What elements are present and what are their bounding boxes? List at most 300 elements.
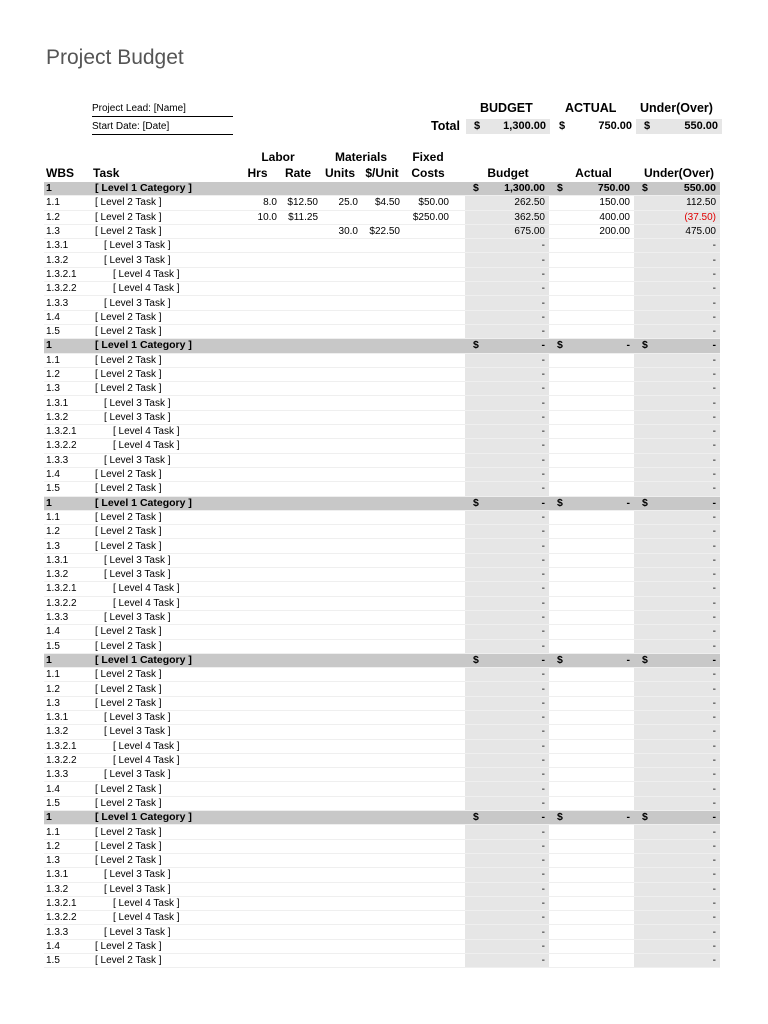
wbs-cell[interactable]: 1.5 [44, 639, 95, 653]
fixed-cost-cell[interactable] [400, 839, 449, 853]
fixed-cost-cell[interactable] [400, 396, 449, 410]
under-over-cell[interactable]: $ - [634, 811, 720, 825]
wbs-cell[interactable]: 1.2 [44, 525, 95, 539]
per-unit-cell[interactable] [358, 625, 400, 639]
units-cell[interactable] [318, 839, 358, 853]
task-row[interactable] [44, 939, 720, 953]
per-unit-cell[interactable] [358, 353, 400, 367]
wbs-cell[interactable]: 1.3.1 [44, 239, 95, 253]
per-unit-cell[interactable] [358, 753, 400, 767]
rate-cell[interactable]: $12.50 [277, 196, 318, 210]
actual-cell[interactable] [549, 253, 634, 267]
rate-cell[interactable] [277, 710, 318, 724]
wbs-cell[interactable]: 1.3.2 [44, 882, 95, 896]
task-cell[interactable]: [ Level 3 Task ] [95, 725, 242, 739]
units-cell[interactable] [318, 539, 358, 553]
actual-cell[interactable] [549, 239, 634, 253]
units-cell[interactable] [318, 596, 358, 610]
fixed-cost-cell[interactable] [400, 668, 449, 682]
per-unit-cell[interactable] [358, 725, 400, 739]
fixed-cost-cell[interactable] [400, 739, 449, 753]
actual-cell[interactable] [549, 796, 634, 810]
wbs-cell[interactable]: 1.3.2.2 [44, 282, 95, 296]
rate-cell[interactable] [277, 482, 318, 496]
task-row[interactable] [44, 710, 720, 724]
category-row[interactable] [44, 339, 720, 353]
per-unit-cell[interactable] [358, 525, 400, 539]
task-row[interactable] [44, 796, 720, 810]
task-row[interactable] [44, 925, 720, 939]
wbs-cell[interactable]: 1.2 [44, 367, 95, 381]
fixed-cost-cell[interactable]: $250.00 [400, 210, 449, 224]
start-date-field[interactable]: Start Date: [Date] [92, 120, 233, 135]
budget-cell[interactable]: - [465, 510, 549, 524]
per-unit-cell[interactable] [358, 568, 400, 582]
units-cell[interactable] [318, 253, 358, 267]
fixed-cost-cell[interactable] [400, 811, 449, 825]
fixed-cost-cell[interactable] [400, 482, 449, 496]
hrs-cell[interactable] [242, 410, 277, 424]
task-cell[interactable]: [ Level 3 Task ] [95, 553, 242, 567]
wbs-cell[interactable]: 1.3.2.2 [44, 596, 95, 610]
per-unit-cell[interactable] [358, 610, 400, 624]
task-cell[interactable]: [ Level 3 Task ] [95, 610, 242, 624]
under-over-cell[interactable]: - [634, 696, 720, 710]
wbs-cell[interactable]: 1 [44, 653, 95, 667]
actual-cell[interactable] [549, 639, 634, 653]
task-cell[interactable]: [ Level 2 Task ] [95, 796, 242, 810]
fixed-cost-cell[interactable] [400, 453, 449, 467]
task-row[interactable] [44, 639, 720, 653]
units-cell[interactable] [318, 453, 358, 467]
rate-cell[interactable] [277, 510, 318, 524]
budget-cell[interactable]: - [465, 782, 549, 796]
actual-cell[interactable]: $ - [549, 496, 634, 510]
per-unit-cell[interactable] [358, 696, 400, 710]
rate-cell[interactable] [277, 324, 318, 338]
actual-cell[interactable] [549, 839, 634, 853]
actual-cell[interactable] [549, 882, 634, 896]
budget-cell[interactable]: - [465, 939, 549, 953]
task-row[interactable] [44, 668, 720, 682]
under-over-cell[interactable]: $ 550.00 [634, 182, 720, 196]
units-cell[interactable] [318, 925, 358, 939]
units-cell[interactable] [318, 496, 358, 510]
actual-cell[interactable] [549, 954, 634, 968]
fixed-cost-cell[interactable] [400, 796, 449, 810]
rate-cell[interactable] [277, 282, 318, 296]
actual-cell[interactable] [549, 510, 634, 524]
wbs-cell[interactable]: 1.5 [44, 954, 95, 968]
task-row[interactable] [44, 439, 720, 453]
units-cell[interactable] [318, 339, 358, 353]
per-unit-cell[interactable] [358, 324, 400, 338]
under-over-cell[interactable]: - [634, 796, 720, 810]
units-cell[interactable] [318, 911, 358, 925]
hrs-cell[interactable] [242, 925, 277, 939]
under-over-cell[interactable]: - [634, 782, 720, 796]
budget-cell[interactable]: - [465, 896, 549, 910]
units-cell[interactable] [318, 725, 358, 739]
hrs-cell[interactable] [242, 696, 277, 710]
rate-cell[interactable] [277, 868, 318, 882]
under-over-cell[interactable]: - [634, 768, 720, 782]
per-unit-cell[interactable] [358, 453, 400, 467]
task-row[interactable] [44, 196, 720, 210]
budget-cell[interactable]: - [465, 825, 549, 839]
budget-cell[interactable]: - [465, 239, 549, 253]
task-row[interactable] [44, 467, 720, 481]
per-unit-cell[interactable] [358, 596, 400, 610]
fixed-cost-cell[interactable] [400, 496, 449, 510]
rate-cell[interactable] [277, 382, 318, 396]
fixed-cost-cell[interactable] [400, 782, 449, 796]
budget-cell[interactable]: - [465, 954, 549, 968]
actual-cell[interactable] [549, 453, 634, 467]
budget-cell[interactable]: - [465, 353, 549, 367]
units-cell[interactable] [318, 939, 358, 953]
under-over-cell[interactable]: (37.50) [634, 210, 720, 224]
task-row[interactable] [44, 853, 720, 867]
actual-cell[interactable] [549, 868, 634, 882]
per-unit-cell[interactable] [358, 710, 400, 724]
per-unit-cell[interactable] [358, 210, 400, 224]
hrs-cell[interactable] [242, 439, 277, 453]
task-row[interactable] [44, 324, 720, 338]
per-unit-cell[interactable] [358, 425, 400, 439]
budget-cell[interactable]: - [465, 596, 549, 610]
task-row[interactable] [44, 396, 720, 410]
under-over-cell[interactable]: - [634, 954, 720, 968]
units-cell[interactable] [318, 282, 358, 296]
actual-cell[interactable] [549, 324, 634, 338]
budget-cell[interactable]: - [465, 796, 549, 810]
fixed-cost-cell[interactable] [400, 239, 449, 253]
units-cell[interactable] [318, 768, 358, 782]
budget-cell[interactable]: - [465, 853, 549, 867]
hrs-cell[interactable] [242, 896, 277, 910]
rate-cell[interactable] [277, 496, 318, 510]
fixed-cost-cell[interactable] [400, 582, 449, 596]
task-row[interactable] [44, 482, 720, 496]
units-cell[interactable] [318, 896, 358, 910]
hrs-cell[interactable] [242, 768, 277, 782]
actual-cell[interactable] [549, 553, 634, 567]
fixed-cost-cell[interactable] [400, 868, 449, 882]
per-unit-cell[interactable] [358, 439, 400, 453]
rate-cell[interactable] [277, 539, 318, 553]
task-cell[interactable]: [ Level 3 Task ] [95, 882, 242, 896]
hrs-cell[interactable]: 8.0 [242, 196, 277, 210]
rate-cell[interactable]: $11.25 [277, 210, 318, 224]
actual-cell[interactable] [549, 753, 634, 767]
under-over-cell[interactable]: - [634, 925, 720, 939]
hrs-cell[interactable] [242, 224, 277, 238]
fixed-cost-cell[interactable] [400, 939, 449, 953]
units-cell[interactable] [318, 739, 358, 753]
hrs-cell[interactable] [242, 853, 277, 867]
units-cell[interactable] [318, 396, 358, 410]
units-cell[interactable] [318, 425, 358, 439]
hrs-cell[interactable] [242, 239, 277, 253]
wbs-cell[interactable]: 1.3 [44, 224, 95, 238]
rate-cell[interactable] [277, 239, 318, 253]
task-row[interactable] [44, 911, 720, 925]
units-cell[interactable] [318, 954, 358, 968]
task-row[interactable] [44, 267, 720, 281]
rate-cell[interactable] [277, 739, 318, 753]
task-cell[interactable]: [ Level 2 Task ] [95, 639, 242, 653]
wbs-cell[interactable]: 1.3.2.1 [44, 267, 95, 281]
units-cell[interactable] [318, 682, 358, 696]
wbs-cell[interactable]: 1.3 [44, 853, 95, 867]
under-over-cell[interactable]: - [634, 282, 720, 296]
task-row[interactable] [44, 896, 720, 910]
under-over-cell[interactable]: - [634, 753, 720, 767]
per-unit-cell[interactable] [358, 896, 400, 910]
task-cell[interactable]: [ Level 4 Task ] [95, 425, 242, 439]
wbs-cell[interactable]: 1.3.2 [44, 410, 95, 424]
budget-cell[interactable]: - [465, 296, 549, 310]
units-cell[interactable] [318, 525, 358, 539]
actual-cell[interactable] [549, 467, 634, 481]
actual-cell[interactable] [549, 939, 634, 953]
under-over-cell[interactable]: - [634, 568, 720, 582]
fixed-cost-cell[interactable] [400, 954, 449, 968]
under-over-cell[interactable]: - [634, 453, 720, 467]
units-cell[interactable] [318, 853, 358, 867]
per-unit-cell[interactable] [358, 739, 400, 753]
hrs-cell[interactable] [242, 496, 277, 510]
rate-cell[interactable] [277, 568, 318, 582]
budget-cell[interactable]: 362.50 [465, 210, 549, 224]
units-cell[interactable] [318, 353, 358, 367]
actual-cell[interactable] [549, 625, 634, 639]
hrs-cell[interactable] [242, 425, 277, 439]
wbs-cell[interactable]: 1.2 [44, 682, 95, 696]
task-cell[interactable]: [ Level 2 Task ] [95, 954, 242, 968]
fixed-cost-cell[interactable] [400, 267, 449, 281]
units-cell[interactable] [318, 210, 358, 224]
per-unit-cell[interactable] [358, 682, 400, 696]
under-over-cell[interactable]: - [634, 839, 720, 853]
units-cell[interactable]: 30.0 [318, 224, 358, 238]
actual-cell[interactable] [549, 282, 634, 296]
per-unit-cell[interactable] [358, 796, 400, 810]
project-lead-field[interactable]: Project Lead: [Name] [92, 102, 233, 117]
per-unit-cell[interactable] [358, 839, 400, 853]
task-cell[interactable]: [ Level 2 Task ] [95, 939, 242, 953]
wbs-cell[interactable]: 1.5 [44, 482, 95, 496]
task-cell[interactable]: [ Level 4 Task ] [95, 282, 242, 296]
under-over-cell[interactable]: - [634, 553, 720, 567]
rate-cell[interactable] [277, 653, 318, 667]
under-over-cell[interactable]: - [634, 710, 720, 724]
wbs-cell[interactable]: 1.3.1 [44, 553, 95, 567]
task-cell[interactable]: [ Level 3 Task ] [95, 453, 242, 467]
wbs-cell[interactable]: 1 [44, 811, 95, 825]
task-row[interactable] [44, 525, 720, 539]
budget-cell[interactable]: - [465, 267, 549, 281]
fixed-cost-cell[interactable] [400, 882, 449, 896]
hrs-cell[interactable]: 10.0 [242, 210, 277, 224]
actual-cell[interactable]: $ - [549, 811, 634, 825]
under-over-cell[interactable]: - [634, 467, 720, 481]
fixed-cost-cell[interactable] [400, 639, 449, 653]
rate-cell[interactable] [277, 825, 318, 839]
budget-cell[interactable]: - [465, 725, 549, 739]
actual-cell[interactable] [549, 525, 634, 539]
actual-cell[interactable] [549, 367, 634, 381]
task-cell[interactable]: [ Level 2 Task ] [95, 625, 242, 639]
budget-cell[interactable]: 262.50 [465, 196, 549, 210]
under-over-cell[interactable]: - [634, 296, 720, 310]
per-unit-cell[interactable] [358, 853, 400, 867]
task-cell[interactable]: [ Level 4 Task ] [95, 896, 242, 910]
units-cell[interactable] [318, 267, 358, 281]
rate-cell[interactable] [277, 224, 318, 238]
fixed-cost-cell[interactable] [400, 324, 449, 338]
task-row[interactable] [44, 753, 720, 767]
under-over-cell[interactable]: - [634, 510, 720, 524]
per-unit-cell[interactable]: $22.50 [358, 224, 400, 238]
per-unit-cell[interactable] [358, 539, 400, 553]
under-over-cell[interactable]: - [634, 825, 720, 839]
under-over-cell[interactable]: - [634, 396, 720, 410]
rate-cell[interactable] [277, 768, 318, 782]
wbs-cell[interactable]: 1.4 [44, 939, 95, 953]
fixed-cost-cell[interactable] [400, 710, 449, 724]
wbs-cell[interactable]: 1.4 [44, 782, 95, 796]
per-unit-cell[interactable] [358, 882, 400, 896]
under-over-cell[interactable]: - [634, 882, 720, 896]
rate-cell[interactable] [277, 310, 318, 324]
wbs-cell[interactable]: 1.5 [44, 324, 95, 338]
budget-cell[interactable]: $ - [465, 339, 549, 353]
budget-cell[interactable]: - [465, 925, 549, 939]
hrs-cell[interactable] [242, 353, 277, 367]
per-unit-cell[interactable] [358, 253, 400, 267]
rate-cell[interactable] [277, 296, 318, 310]
per-unit-cell[interactable] [358, 925, 400, 939]
budget-cell[interactable]: - [465, 382, 549, 396]
budget-cell[interactable]: - [465, 582, 549, 596]
task-row[interactable] [44, 510, 720, 524]
task-row[interactable] [44, 382, 720, 396]
under-over-cell[interactable]: - [634, 353, 720, 367]
actual-cell[interactable] [549, 668, 634, 682]
per-unit-cell[interactable] [358, 482, 400, 496]
actual-cell[interactable] [549, 896, 634, 910]
under-over-cell[interactable]: - [634, 682, 720, 696]
actual-cell[interactable] [549, 682, 634, 696]
under-over-cell[interactable]: - [634, 596, 720, 610]
budget-cell[interactable]: - [465, 310, 549, 324]
per-unit-cell[interactable] [358, 282, 400, 296]
units-cell[interactable] [318, 296, 358, 310]
task-cell[interactable]: [ Level 3 Task ] [95, 768, 242, 782]
task-cell[interactable]: [ Level 2 Task ] [95, 210, 242, 224]
fixed-cost-cell[interactable] [400, 925, 449, 939]
actual-cell[interactable] [549, 296, 634, 310]
budget-cell[interactable]: - [465, 882, 549, 896]
wbs-cell[interactable]: 1 [44, 496, 95, 510]
budget-cell[interactable]: - [465, 639, 549, 653]
wbs-cell[interactable]: 1.3.2 [44, 568, 95, 582]
task-row[interactable] [44, 310, 720, 324]
task-row[interactable] [44, 282, 720, 296]
hrs-cell[interactable] [242, 954, 277, 968]
fixed-cost-cell[interactable] [400, 253, 449, 267]
budget-cell[interactable]: - [465, 868, 549, 882]
budget-cell[interactable]: - [465, 410, 549, 424]
budget-cell[interactable]: - [465, 682, 549, 696]
rate-cell[interactable] [277, 425, 318, 439]
hrs-cell[interactable] [242, 582, 277, 596]
units-cell[interactable] [318, 882, 358, 896]
per-unit-cell[interactable] [358, 825, 400, 839]
task-cell[interactable]: [ Level 2 Task ] [95, 668, 242, 682]
wbs-cell[interactable]: 1.3.2 [44, 253, 95, 267]
fixed-cost-cell[interactable] [400, 825, 449, 839]
hrs-cell[interactable] [242, 739, 277, 753]
fixed-cost-cell[interactable] [400, 182, 449, 196]
budget-cell[interactable]: - [465, 425, 549, 439]
hrs-cell[interactable] [242, 882, 277, 896]
per-unit-cell[interactable] [358, 911, 400, 925]
rate-cell[interactable] [277, 639, 318, 653]
under-over-cell[interactable]: $ - [634, 653, 720, 667]
fixed-cost-cell[interactable] [400, 425, 449, 439]
wbs-cell[interactable]: 1.1 [44, 825, 95, 839]
hrs-cell[interactable] [242, 482, 277, 496]
task-cell[interactable]: [ Level 4 Task ] [95, 267, 242, 281]
wbs-cell[interactable]: 1.3.2.1 [44, 896, 95, 910]
under-over-cell[interactable]: 475.00 [634, 224, 720, 238]
units-cell[interactable] [318, 439, 358, 453]
wbs-cell[interactable]: 1.3.3 [44, 610, 95, 624]
fixed-cost-cell[interactable] [400, 696, 449, 710]
hrs-cell[interactable] [242, 811, 277, 825]
task-row[interactable] [44, 725, 720, 739]
actual-cell[interactable] [549, 696, 634, 710]
wbs-cell[interactable]: 1.3.3 [44, 768, 95, 782]
task-row[interactable] [44, 224, 720, 238]
per-unit-cell[interactable]: $4.50 [358, 196, 400, 210]
units-cell[interactable] [318, 668, 358, 682]
task-row[interactable] [44, 682, 720, 696]
wbs-cell[interactable]: 1.5 [44, 796, 95, 810]
wbs-cell[interactable]: 1.3.2.1 [44, 739, 95, 753]
under-over-cell[interactable]: 112.50 [634, 196, 720, 210]
actual-cell[interactable] [549, 710, 634, 724]
wbs-cell[interactable]: 1.3.3 [44, 453, 95, 467]
budget-cell[interactable]: - [465, 282, 549, 296]
units-cell[interactable] [318, 811, 358, 825]
fixed-cost-cell[interactable] [400, 768, 449, 782]
per-unit-cell[interactable] [358, 653, 400, 667]
units-cell[interactable] [318, 625, 358, 639]
rate-cell[interactable] [277, 939, 318, 953]
hrs-cell[interactable] [242, 668, 277, 682]
under-over-cell[interactable]: - [634, 639, 720, 653]
hrs-cell[interactable] [242, 267, 277, 281]
task-row[interactable] [44, 610, 720, 624]
under-over-cell[interactable]: - [634, 668, 720, 682]
per-unit-cell[interactable] [358, 239, 400, 253]
task-row[interactable] [44, 596, 720, 610]
budget-cell[interactable]: - [465, 839, 549, 853]
